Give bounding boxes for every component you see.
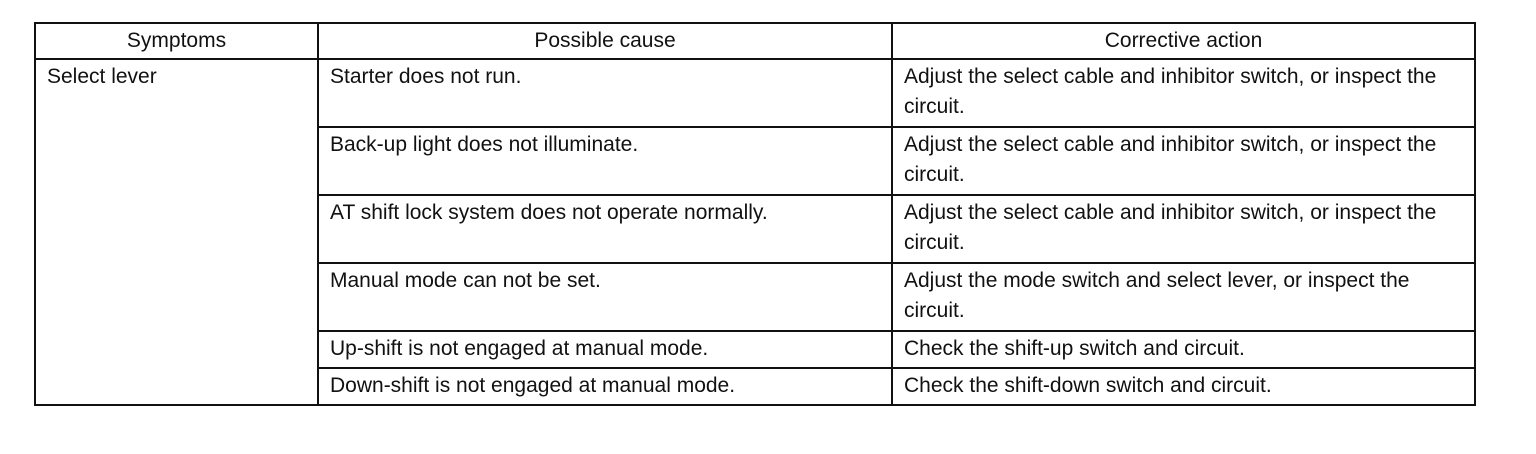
column-header-symptoms: Symptoms [35, 23, 318, 59]
column-header-corrective-action: Corrective action [892, 23, 1475, 59]
cause-cell: Down-shift is not engaged at manual mode. [318, 368, 892, 405]
troubleshooting-table [34, 22, 1476, 406]
action-cell: Adjust the select cable and inhibitor switch, or inspect the circuit. [892, 127, 1475, 195]
cause-cell: Back-up light does not illuminate. [318, 127, 892, 195]
cause-cell: Manual mode can not be set. [318, 263, 892, 331]
cause-cell: Up-shift is not engaged at manual mode. [318, 331, 892, 368]
table-row [35, 59, 1475, 127]
action-cell: Adjust the mode switch and select lever, or inspect the circuit. [892, 263, 1475, 331]
table-header-row [35, 23, 1475, 59]
action-cell: Adjust the select cable and inhibitor switch, or inspect the circuit. [892, 195, 1475, 263]
action-cell: Check the shift-down switch and circuit. [892, 368, 1475, 405]
symptom-cell: Select lever [35, 59, 318, 405]
column-header-possible-cause: Possible cause [318, 23, 892, 59]
cause-cell: AT shift lock system does not operate normally. [318, 195, 892, 263]
cause-cell: Starter does not run. [318, 59, 892, 127]
action-cell: Check the shift-up switch and circuit. [892, 331, 1475, 368]
action-cell: Adjust the select cable and inhibitor switch, or inspect the circuit. [892, 59, 1475, 127]
